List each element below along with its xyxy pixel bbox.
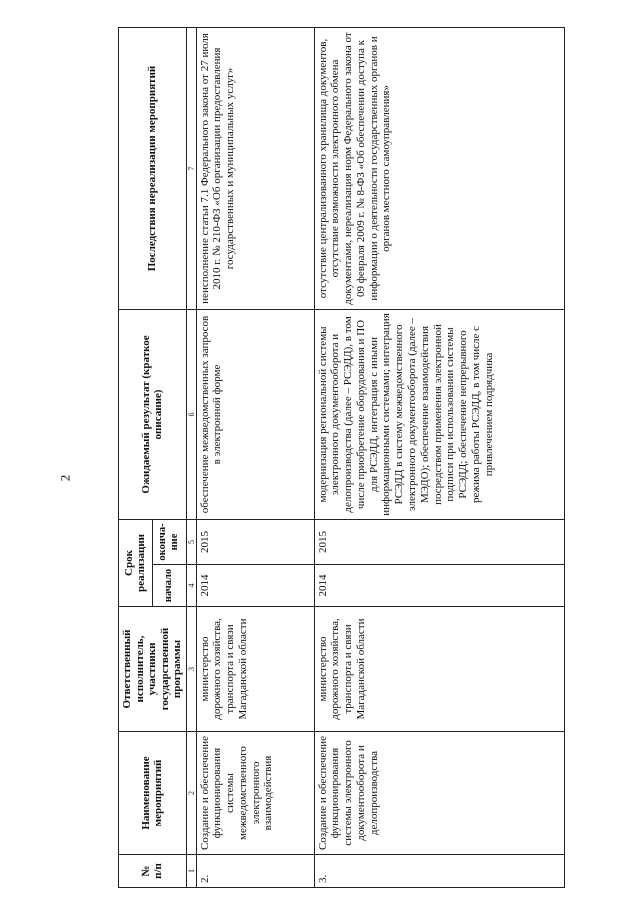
header-start: начало	[152, 565, 186, 607]
activity-name: Создание и обеспечение функционирования системы межведомственного электронного взаимодействия	[196, 732, 314, 855]
column-number: 3	[186, 607, 196, 732]
executor-cell: министерство дорожного хозяйства, транспорта и связи Магаданской области	[196, 607, 314, 732]
start-year: 2014	[314, 565, 564, 607]
activities-table	[118, 27, 565, 888]
column-number-row	[186, 27, 196, 887]
header-name: Наименование мероприятий	[119, 732, 187, 855]
column-number: 7	[186, 27, 196, 309]
row-number: 2.	[196, 855, 314, 888]
header-consequences: Последствия нереализации мероприятий	[119, 27, 187, 309]
header-end: оконча- ние	[152, 519, 186, 564]
header-num: № п/п	[119, 855, 187, 888]
header-period: Срок реализации	[119, 519, 153, 606]
column-number: 6	[186, 309, 196, 519]
executor-cell: министерство дорожного хозяйства, транспорта и связи Магаданской области	[314, 607, 564, 732]
header-row	[119, 27, 153, 887]
consequences-cell: отсутствие централизованного хранилища документов, отсутствие возможности электронного обмена документами, нереализация норм Федерального закона от 09 февраля 2009 г. № 8-ФЗ «Об обеспечении доступа к информации о деятельности государственных органов и органов местного самоуправления»	[314, 27, 564, 309]
start-year: 2014	[196, 565, 314, 607]
end-year: 2015	[314, 519, 564, 564]
row-number: 3.	[314, 855, 564, 888]
end-year: 2015	[196, 519, 314, 564]
expected-result: обеспечение межведомственных запросов в электронной форме	[196, 309, 314, 519]
activity-name: Создание и обеспечение функционирования системы электронного документооборота и делопроизводства	[314, 732, 564, 855]
column-number: 5	[186, 519, 196, 564]
column-number: 2	[186, 732, 196, 855]
header-executor: Ответственный исполнитель, участники государственной программы	[119, 607, 187, 732]
column-number: 4	[186, 565, 196, 607]
rotated-page	[118, 28, 598, 888]
table-row	[314, 27, 564, 887]
table-row	[196, 27, 314, 887]
page-number: 2	[57, 474, 73, 482]
column-number: 1	[186, 855, 196, 888]
consequences-cell: неисполнение статьи 7.1 Федерального закона от 27 июля 2010 г. № 210-ФЗ «Об организации предоставления государственных и муниципальных услуг»	[196, 27, 314, 309]
header-result: Ожидаемый результат (краткое описание)	[119, 309, 187, 519]
expected-result: модернизация региональной системы электронного документооборота и делопроизводства (далее – РСЭДД), в том числе приобретение оборудования и ПО для РСЭДД, интеграция с иными информационными системами; интеграция РСЭДД в систему межведомственного электронного документооборота (далее – МЭДО); обеспечение взаимодействия посредством применения электронной подписи при использовании системы РСЭДД; обеспечение непрерывного режима работы РСЭДД, в том числе с привлечением подрядчика	[314, 309, 564, 519]
